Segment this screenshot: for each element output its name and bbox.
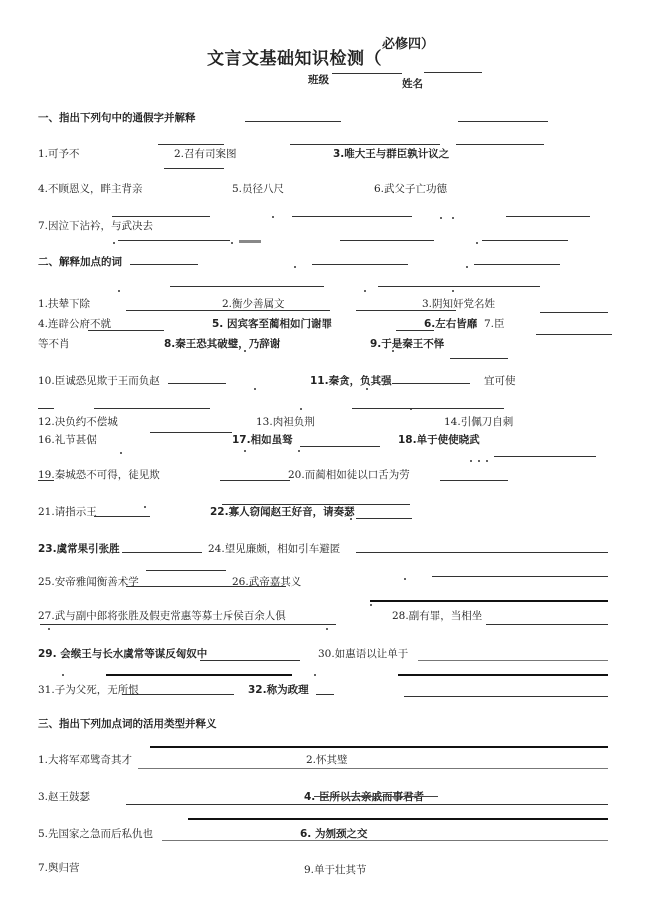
question-item: 19.秦城恐不可得，徒见欺 (38, 469, 160, 481)
answer-blank[interactable] (506, 216, 590, 217)
question-item: 16.礼节甚倨 (38, 434, 97, 446)
edition-label: 必修四） (382, 37, 435, 52)
question-item: 4. 臣所以去亲戚而事君者 (304, 791, 424, 803)
question-item: 26.武帝嘉其义 (232, 576, 302, 588)
answer-blank[interactable] (290, 144, 440, 145)
question-item: 14.引佩刀自刺 (444, 416, 514, 428)
answer-blank[interactable] (40, 624, 336, 625)
question-item: 29. 会缑王与长水虞常等谋反匈奴中 (38, 648, 208, 660)
question-item: 12.决负约不偿城 (38, 416, 118, 428)
answer-blank[interactable] (158, 144, 224, 145)
answer-blank[interactable] (126, 586, 286, 587)
question-item: 28.副有罪，当相坐 (392, 610, 483, 622)
answer-blank[interactable] (356, 310, 456, 311)
answer-blank[interactable] (106, 674, 292, 676)
answer-blank[interactable] (88, 330, 164, 331)
question-item: 25.安帝雅闻衡善术学 (38, 576, 139, 588)
answer-blank[interactable] (312, 264, 408, 265)
answer-blank[interactable] (370, 600, 608, 602)
name-label: 姓名 (402, 78, 423, 90)
question-item: 1.可予不 (38, 148, 80, 160)
answer-blank[interactable] (356, 552, 608, 553)
question-item: 7.因泣下沾衿，与武决去 (38, 220, 154, 232)
question-item: 2.怀其璧 (306, 754, 348, 766)
name-blank[interactable] (424, 72, 482, 73)
question-item: 23.虞常果引张胜 (38, 543, 120, 555)
answer-blank[interactable] (352, 408, 504, 409)
answer-blank[interactable] (292, 216, 412, 217)
question-item: 10.臣诚恐见欺于王而负赵 (38, 375, 160, 387)
answer-blank[interactable] (494, 456, 596, 457)
question-item: 7.臣 (484, 318, 505, 330)
answer-blank[interactable] (378, 286, 540, 287)
answer-blank[interactable] (540, 312, 608, 313)
answer-blank[interactable] (162, 840, 608, 841)
class-label: 班级 (308, 74, 329, 86)
answer-blank[interactable] (450, 358, 508, 359)
section-1-heading: 一、指出下列句中的通假字并解释 (38, 112, 196, 124)
answer-blank[interactable] (122, 552, 202, 553)
answer-blank[interactable] (432, 576, 608, 577)
question-item: 9.于是秦王不怿 (370, 338, 445, 350)
answer-blank[interactable] (164, 168, 224, 169)
answer-blank[interactable] (316, 694, 334, 695)
answer-blank[interactable] (458, 121, 548, 122)
answer-blank[interactable] (245, 121, 341, 122)
answer-blank[interactable] (94, 516, 150, 517)
answer-blank[interactable] (404, 696, 608, 697)
question-item: 4.不顾恩义，畔主背亲 (38, 183, 143, 195)
answer-blank[interactable] (150, 746, 608, 748)
answer-blank[interactable] (138, 768, 608, 769)
answer-blank[interactable] (482, 240, 568, 241)
answer-blank[interactable] (396, 330, 434, 331)
question-item: 22.寡人窃闻赵王好音，请奏瑟 (210, 506, 355, 518)
question-item: 5.先国家之急而后私仇也 (38, 828, 154, 840)
answer-blank[interactable] (474, 264, 560, 265)
question-item: 21.请指示王 (38, 506, 97, 518)
answer-blank[interactable] (126, 310, 330, 311)
question-item: 3.赵王鼓瑟 (38, 791, 91, 803)
answer-blank[interactable] (536, 334, 612, 335)
answer-blank[interactable] (340, 240, 434, 241)
answer-blank[interactable] (440, 480, 508, 481)
question-item: 24.望见廉颇，相如引车避匿 (208, 543, 341, 555)
answer-blank[interactable] (300, 446, 380, 447)
answer-blank[interactable] (456, 144, 544, 145)
question-item: 17.相如虽驽 (232, 434, 293, 446)
answer-blank[interactable] (112, 216, 210, 217)
answer-blank[interactable] (118, 240, 230, 241)
answer-blank[interactable] (392, 383, 470, 384)
answer-blank[interactable] (418, 660, 608, 661)
section-3-heading: 三、指出下列加点词的活用类型并释义 (38, 718, 217, 730)
answer-blank[interactable] (356, 518, 412, 519)
class-blank[interactable] (332, 73, 402, 74)
answer-blank[interactable] (398, 674, 608, 676)
question-item: 2.召有司案图 (174, 148, 237, 160)
answer-blank[interactable] (130, 264, 198, 265)
answer-blank[interactable] (38, 408, 54, 409)
answer-blank[interactable] (126, 804, 608, 805)
question-item: 8.秦王恐其破璧，乃辞谢 (164, 338, 281, 350)
answer-blank[interactable] (146, 570, 226, 571)
answer-blank[interactable] (200, 660, 300, 661)
question-item: 1.扶辇下除 (38, 298, 91, 310)
answer-blank[interactable] (150, 432, 232, 433)
answer-blank[interactable] (220, 480, 290, 481)
question-item: 32.称为政理 (248, 684, 309, 696)
question-item: 6.左右皆靡 (424, 318, 478, 330)
answer-blank[interactable] (168, 383, 226, 384)
question-item: 11.秦贪，负其强 (310, 375, 392, 387)
question-item: 1.大将军邓骘奇其才 (38, 754, 133, 766)
answer-blank[interactable] (122, 694, 234, 695)
question-item: 5.员径八尺 (232, 183, 285, 195)
question-item: 2.衡少善属文 (222, 298, 285, 310)
question-item: 4.连辟公府不就 (38, 318, 112, 330)
question-item: 18.单于使使晓武 (398, 434, 480, 446)
question-item: 6.武父子亡功德 (374, 183, 448, 195)
answer-blank[interactable] (94, 408, 210, 409)
question-item: 7.舆归营 (38, 862, 80, 874)
answer-blank[interactable] (170, 286, 324, 287)
question-item: 5. 因宾客至蔺相如门谢罪 (212, 318, 332, 330)
answer-blank[interactable] (188, 818, 608, 820)
question-item: 31.子为父死，无所恨 (38, 684, 139, 696)
question-item: 20.而蔺相如徒以口舌为劳 (288, 469, 410, 481)
question-item: 6. 为刎颈之交 (300, 828, 368, 840)
question-item: 等不肖 (38, 338, 70, 350)
question-item: 9.单于壮其节 (304, 864, 367, 876)
question-item: 27.武与副中郎将张胜及假吏常惠等募士斥侯百余人俱 (38, 610, 286, 622)
question-item: 13.肉袒负荆 (256, 416, 315, 428)
page-title: 文言文基础知识检测（ (207, 49, 382, 69)
question-item: 3.唯大王与群臣孰计议之 (333, 148, 450, 160)
answer-blank[interactable] (38, 480, 54, 481)
question-item: 宜可使 (484, 375, 516, 387)
strike-line (314, 796, 438, 797)
section-2-heading: 二、解释加点的词 (38, 256, 122, 268)
question-item: 30.如惠语以让单于 (318, 648, 409, 660)
answer-blank[interactable] (486, 624, 608, 625)
question-item: 3.阴知奸党名姓 (422, 298, 496, 310)
